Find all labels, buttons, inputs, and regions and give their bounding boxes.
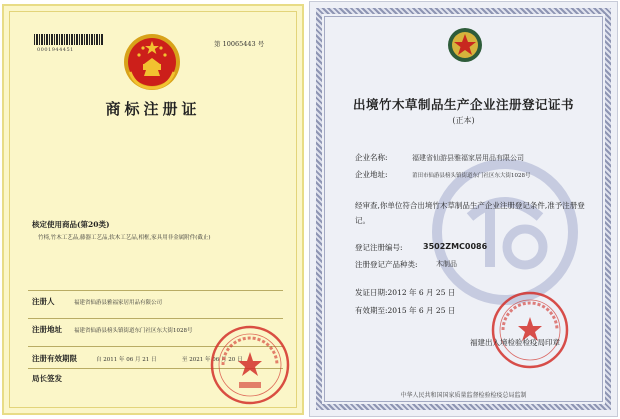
registrant-value: 福建省仙游县雅福家居用品有限公司 [74, 300, 163, 306]
goods-class-label: 核定使用商品(第20类) [32, 220, 110, 229]
ciq-watermark-icon [430, 157, 580, 307]
company-name-value: 福建省仙游县雅福家居用品有限公司 [412, 154, 524, 162]
trademark-certificate [2, 4, 304, 415]
company-address-label: 企业地址: [355, 170, 388, 179]
company-address-value: 莆田市仙游县榜头镇街道东门社区东大街1028号 [412, 173, 531, 179]
validity-from: 自 2011 年 06 月 21 日 [96, 357, 157, 363]
product-type-label: 注册登记产品种类: [355, 260, 418, 269]
registrant-label: 注册人 [32, 297, 55, 306]
divider [28, 318, 283, 319]
supervising-authority: 中华人民共和国国家质量监督检验检疫总局监制 [400, 392, 527, 399]
certificate-subtitle: (正本) [452, 116, 475, 125]
inspection-bureau-seal-icon [490, 290, 570, 370]
certificate-title: 商标注册证 [105, 100, 201, 118]
address-value: 福建省仙游县榜头镇街道东门社区东大街1028号 [74, 328, 193, 334]
product-type-value: 木制品 [436, 260, 457, 268]
registration-number-value: 3502ZMC0086 [423, 242, 488, 251]
validity-label: 注册有效期限 [32, 354, 77, 363]
divider [28, 290, 283, 291]
goods-list: 竹椅,竹木工艺品,藤器工艺品,软木工艺品,相框,家具用非金属附件(截止) [38, 235, 211, 241]
signature-label: 局长签发 [32, 374, 62, 383]
company-name-label: 企业名称: [355, 153, 388, 162]
export-registration-certificate [309, 1, 618, 417]
barcode-number: 0001944451 [37, 47, 74, 53]
validity-to: 至 2021 年 06 月 20 日 [182, 357, 243, 363]
registration-number-label: 登记注册编号: [355, 243, 403, 252]
issuer-name: 福建出入境检验检疫局印章 [470, 338, 560, 347]
trademark-office-seal-icon [209, 324, 291, 406]
ciq-emblem-icon [446, 26, 484, 64]
valid-until-date: 有效期至:2015 年 6 月 25 日 [355, 306, 456, 315]
certificate-title: 出境竹木草制品生产企业注册登记证书 [352, 97, 574, 112]
national-emblem-icon [122, 32, 182, 92]
address-label: 注册地址 [32, 325, 62, 334]
registration-number: 第 10065443 号 [214, 40, 265, 48]
barcode [34, 34, 104, 45]
approval-text: 经审查,你单位符合出境竹木草制品生产企业注册登记条件,准予注册登记。 [355, 201, 585, 225]
issue-date: 发证日期:2012 年 6 月 25 日 [355, 288, 456, 297]
